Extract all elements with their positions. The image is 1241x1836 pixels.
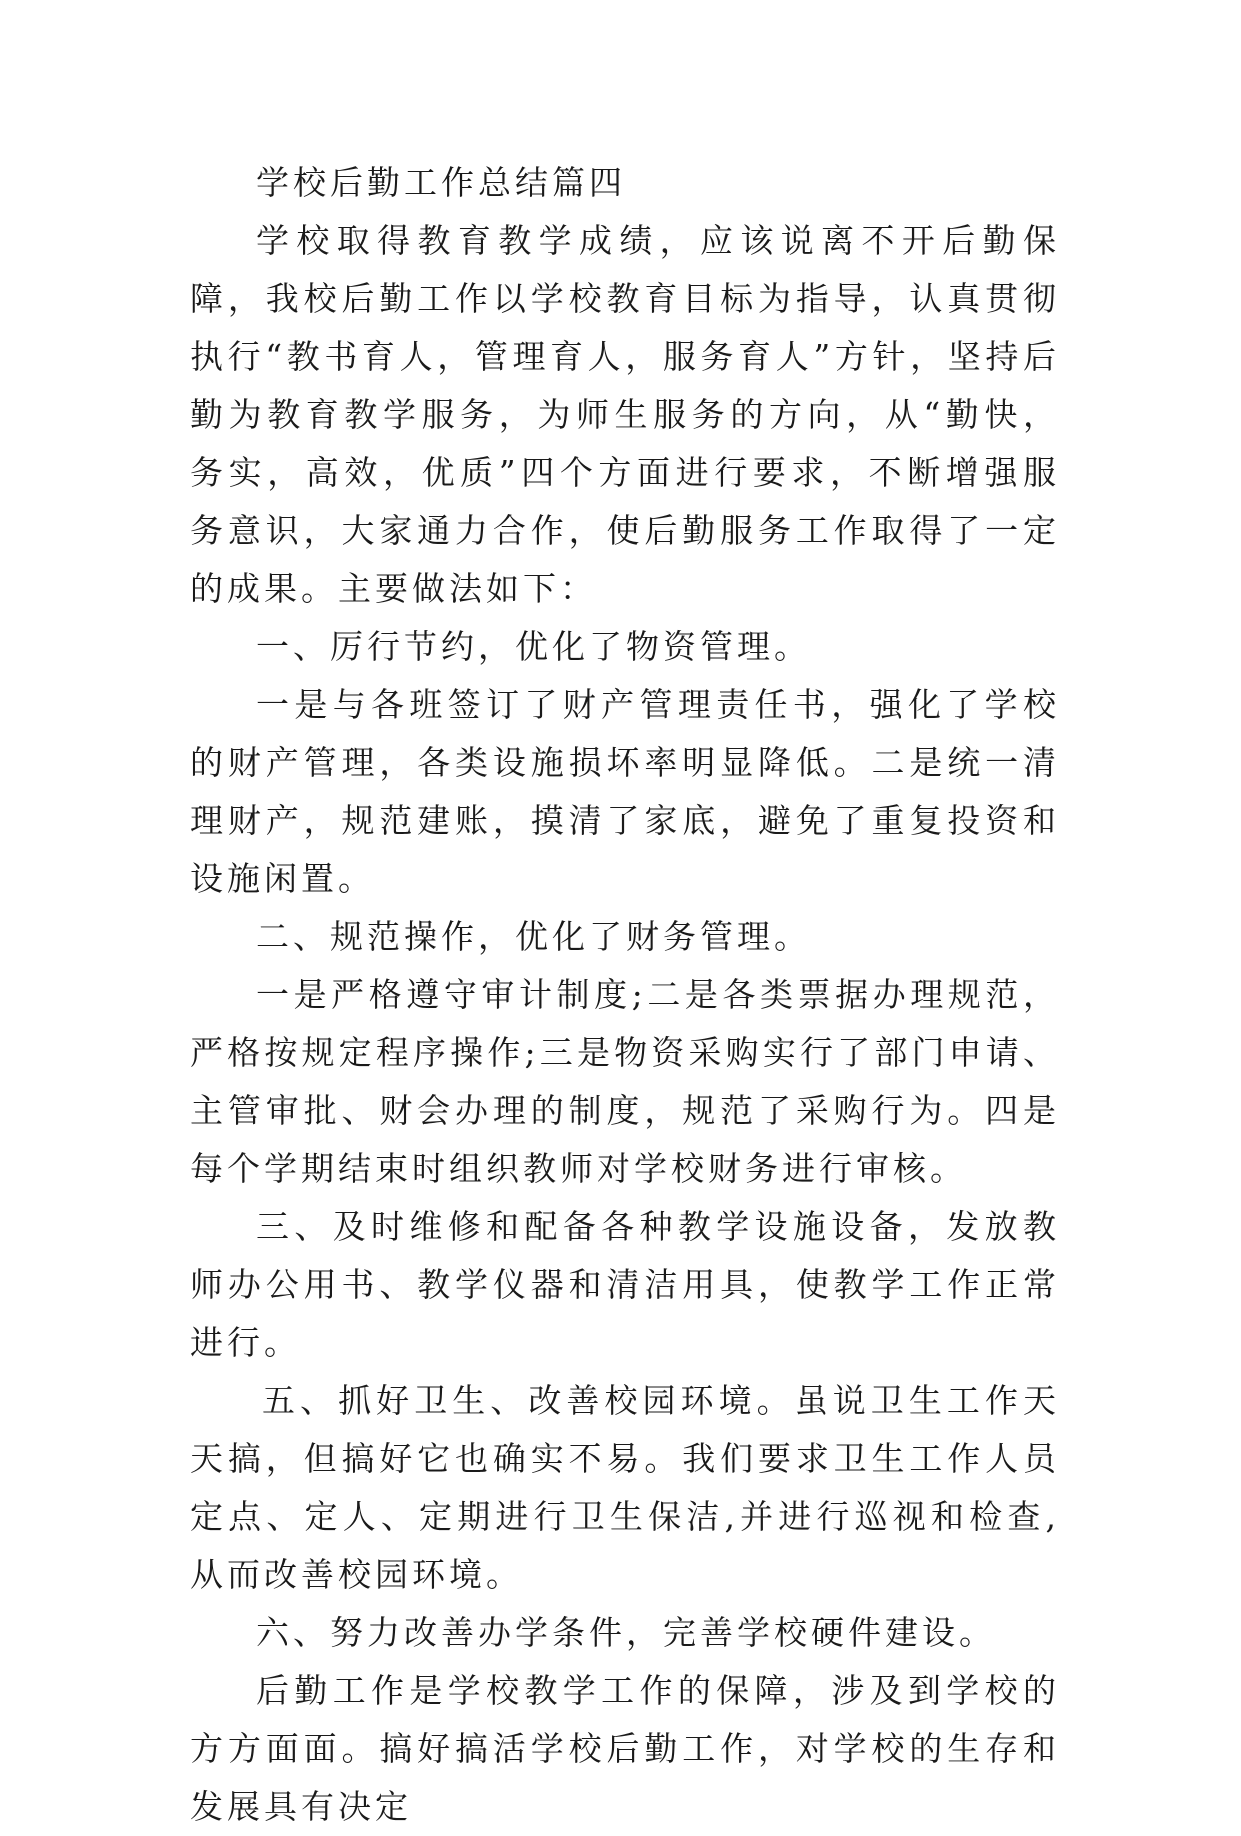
paragraph-section-3: 三、及时维修和配备各种教学设施设备，发放教师办公用书、教学仪器和清洁用具，使教学工作正常进行。 — [190, 1207, 1060, 1362]
paragraph-section-5: 五、抓好卫生、改善校园环境。虽说卫生工作天天搞，但搞好它也确实不易。我们要求卫生工作人员定点、定人、定期进行卫生保洁,并进行巡视和检查,从而改善校园环境。 — [190, 1381, 1060, 1594]
section-heading-1: 一、厉行节约，优化了物资管理。 — [256, 627, 811, 666]
section-heading-2: 二、规范操作，优化了财务管理。 — [256, 917, 811, 956]
paragraph-section-1: 一是与各班签订了财产管理责任书，强化了学校的财产管理，各类设施损坏率明显降低。二是统一清理财产，规范建账，摸清了家底，避免了重复投资和设施闲置。 — [190, 685, 1060, 898]
paragraph-section-2: 一是严格遵守审计制度;二是各类票据办理规范，严格按规定程序操作;三是物资采购实行了部门申请、主管审批、财会办理的制度，规范了采购行为。四是每个学期结束时组织教师对学校财务进行审核。 — [190, 975, 1060, 1188]
paragraph-intro: 学校取得教育教学成绩，应该说离不开后勤保障，我校后勤工作以学校教育目标为指导，认真贯彻执行“教书育人，管理育人，服务育人”方针，坚持后勤为教育教学服务，为师生服务的方向，从“勤快，务实，高效，优质”四个方面进行要求，不断增强服务意识，大家通力合作，使后勤服务工作取得了一定的成果。主要做法如下： — [190, 221, 1060, 608]
paragraph-conclusion: 后勤工作是学校教学工作的保障，涉及到学校的方方面面。搞好搞活学校后勤工作，对学校的生存和发展具有决定 — [190, 1671, 1060, 1826]
document-title: 学校后勤工作总结篇四 — [256, 163, 626, 202]
document-body — [190, 154, 1060, 1836]
section-heading-6: 六、努力改善办学条件，完善学校硬件建设。 — [256, 1613, 996, 1652]
